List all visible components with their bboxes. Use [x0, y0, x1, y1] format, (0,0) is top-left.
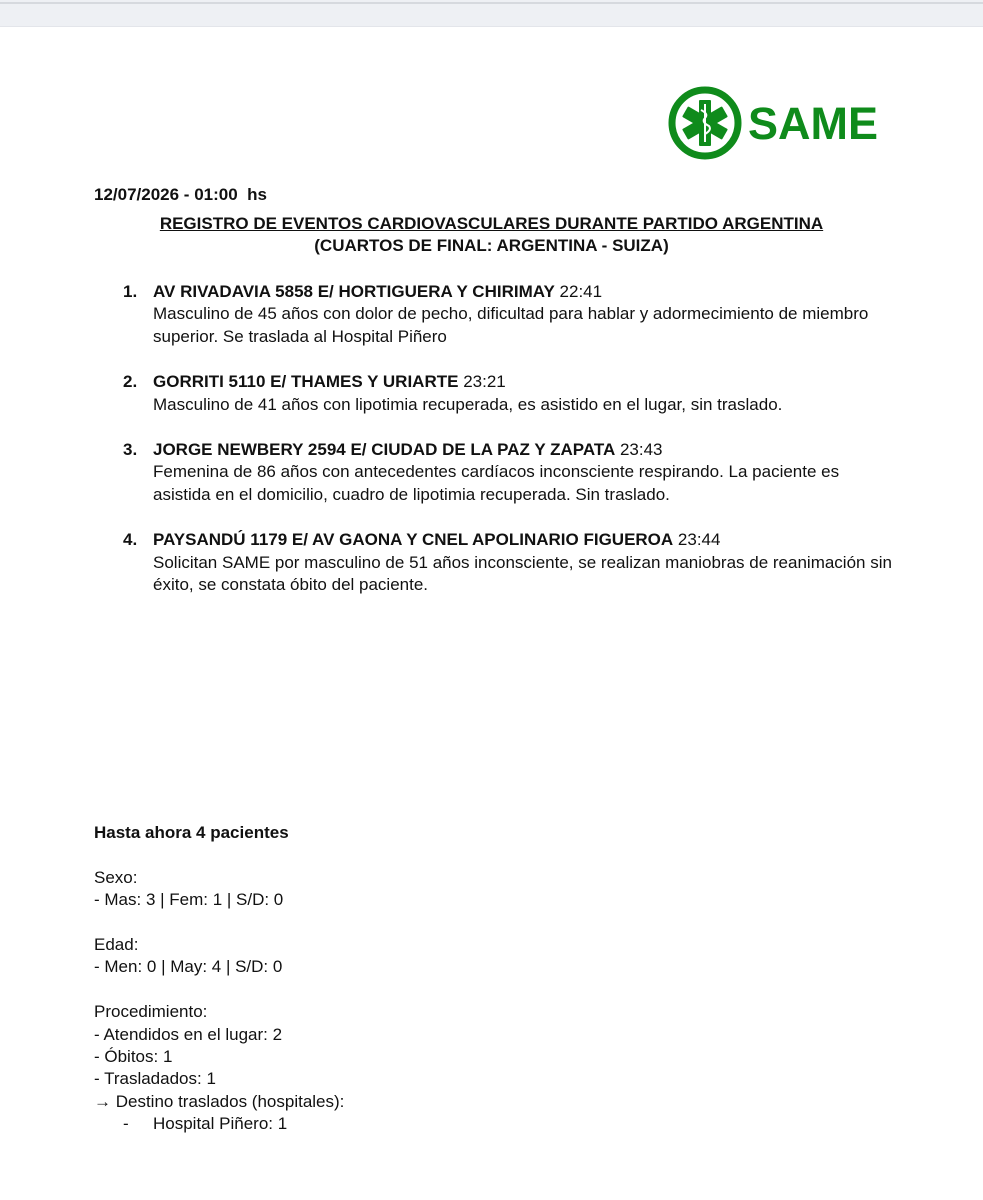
event-number: 4.: [123, 530, 138, 550]
event-item: [94, 439, 894, 506]
event-address: PAYSANDÚ 1179 E/ AV GAONA Y CNEL APOLINARIO FIGUEROA: [153, 530, 674, 550]
trasladados-count: - Trasladados: 1: [94, 1069, 216, 1089]
event-description: Masculino de 41 años con lipotimia recuperada, es asistido en el lugar, sin traslado.: [153, 394, 783, 414]
report-title: [94, 213, 889, 257]
event-item: [94, 281, 894, 348]
obitos-count: - Óbitos: 1: [94, 1047, 173, 1067]
event-description: Femenina de 86 años con antecedentes cardíacos inconsciente respirando. La paciente es asistida en el domicilio, cuadro de lipotimia recuperada. Sin traslado.: [153, 462, 840, 504]
atendidos-count: - Atendidos en el lugar: 2: [94, 1024, 283, 1044]
event-address: AV RIVADAVIA 5858 E/ HORTIGUERA Y CHIRIMAY: [153, 282, 555, 301]
edad-label: Edad:: [94, 935, 139, 954]
event-description: Solicitan SAME por masculino de 51 años inconsciente, se realizan maniobras de reanimación sin éxito, se constata óbito del paciente.: [153, 552, 892, 595]
event-address: GORRITI 5110 E/ THAMES Y URIARTE: [153, 372, 459, 392]
report-title-line-1: REGISTRO DE EVENTOS CARDIOVASCULARES DURANTE PARTIDO ARGENTINA: [159, 214, 824, 233]
events-list: [94, 281, 894, 619]
report-title-line-2: (CUARTOS DE FINAL: ARGENTINA - SUIZA): [314, 236, 669, 255]
event-address: JORGE NEWBERY 2594 E/ CIUDAD DE LA PAZ Y ZAPATA: [153, 440, 616, 460]
edad-values: - Men: 0 | May: 4 | S/D: 0: [94, 957, 283, 977]
event-item: [94, 529, 894, 596]
procedimiento-label: Procedimiento:: [94, 1002, 208, 1022]
event-time: 23:44: [677, 530, 721, 550]
browser-top-bar: [0, 0, 983, 27]
summary-headline: Hasta ahora 4 pacientes: [94, 823, 289, 842]
hospital-count: Hospital Piñero: 1: [153, 1114, 288, 1134]
event-time: 22:41: [559, 282, 603, 301]
summary-section: [94, 822, 344, 1136]
star-of-life-icon: [668, 86, 742, 160]
sexo-values: - Mas: 3 | Fem: 1 | S/D: 0: [94, 890, 284, 910]
event-item: [94, 371, 894, 416]
event-time: 23:21: [463, 372, 506, 392]
hospital-item: [94, 1113, 344, 1135]
sexo-label: Sexo:: [94, 867, 138, 887]
hospital-dash: -: [123, 1114, 129, 1134]
event-number: 1.: [123, 282, 138, 301]
event-number: 2.: [123, 372, 138, 392]
same-logo: [668, 85, 878, 161]
report-datetime: 12/07/2026 - 01:00 hs: [94, 185, 267, 204]
destino-heading: → Destino traslados (hospitales):: [94, 1091, 345, 1111]
event-description: Masculino de 45 años con dolor de pecho, dificultad para hablar y adormecimiento de miembro superior. Se traslada al Hospital Piñero: [153, 304, 869, 346]
event-number: 3.: [123, 440, 138, 460]
event-time: 23:43: [619, 440, 663, 460]
logo-text: SAME: [748, 97, 879, 149]
